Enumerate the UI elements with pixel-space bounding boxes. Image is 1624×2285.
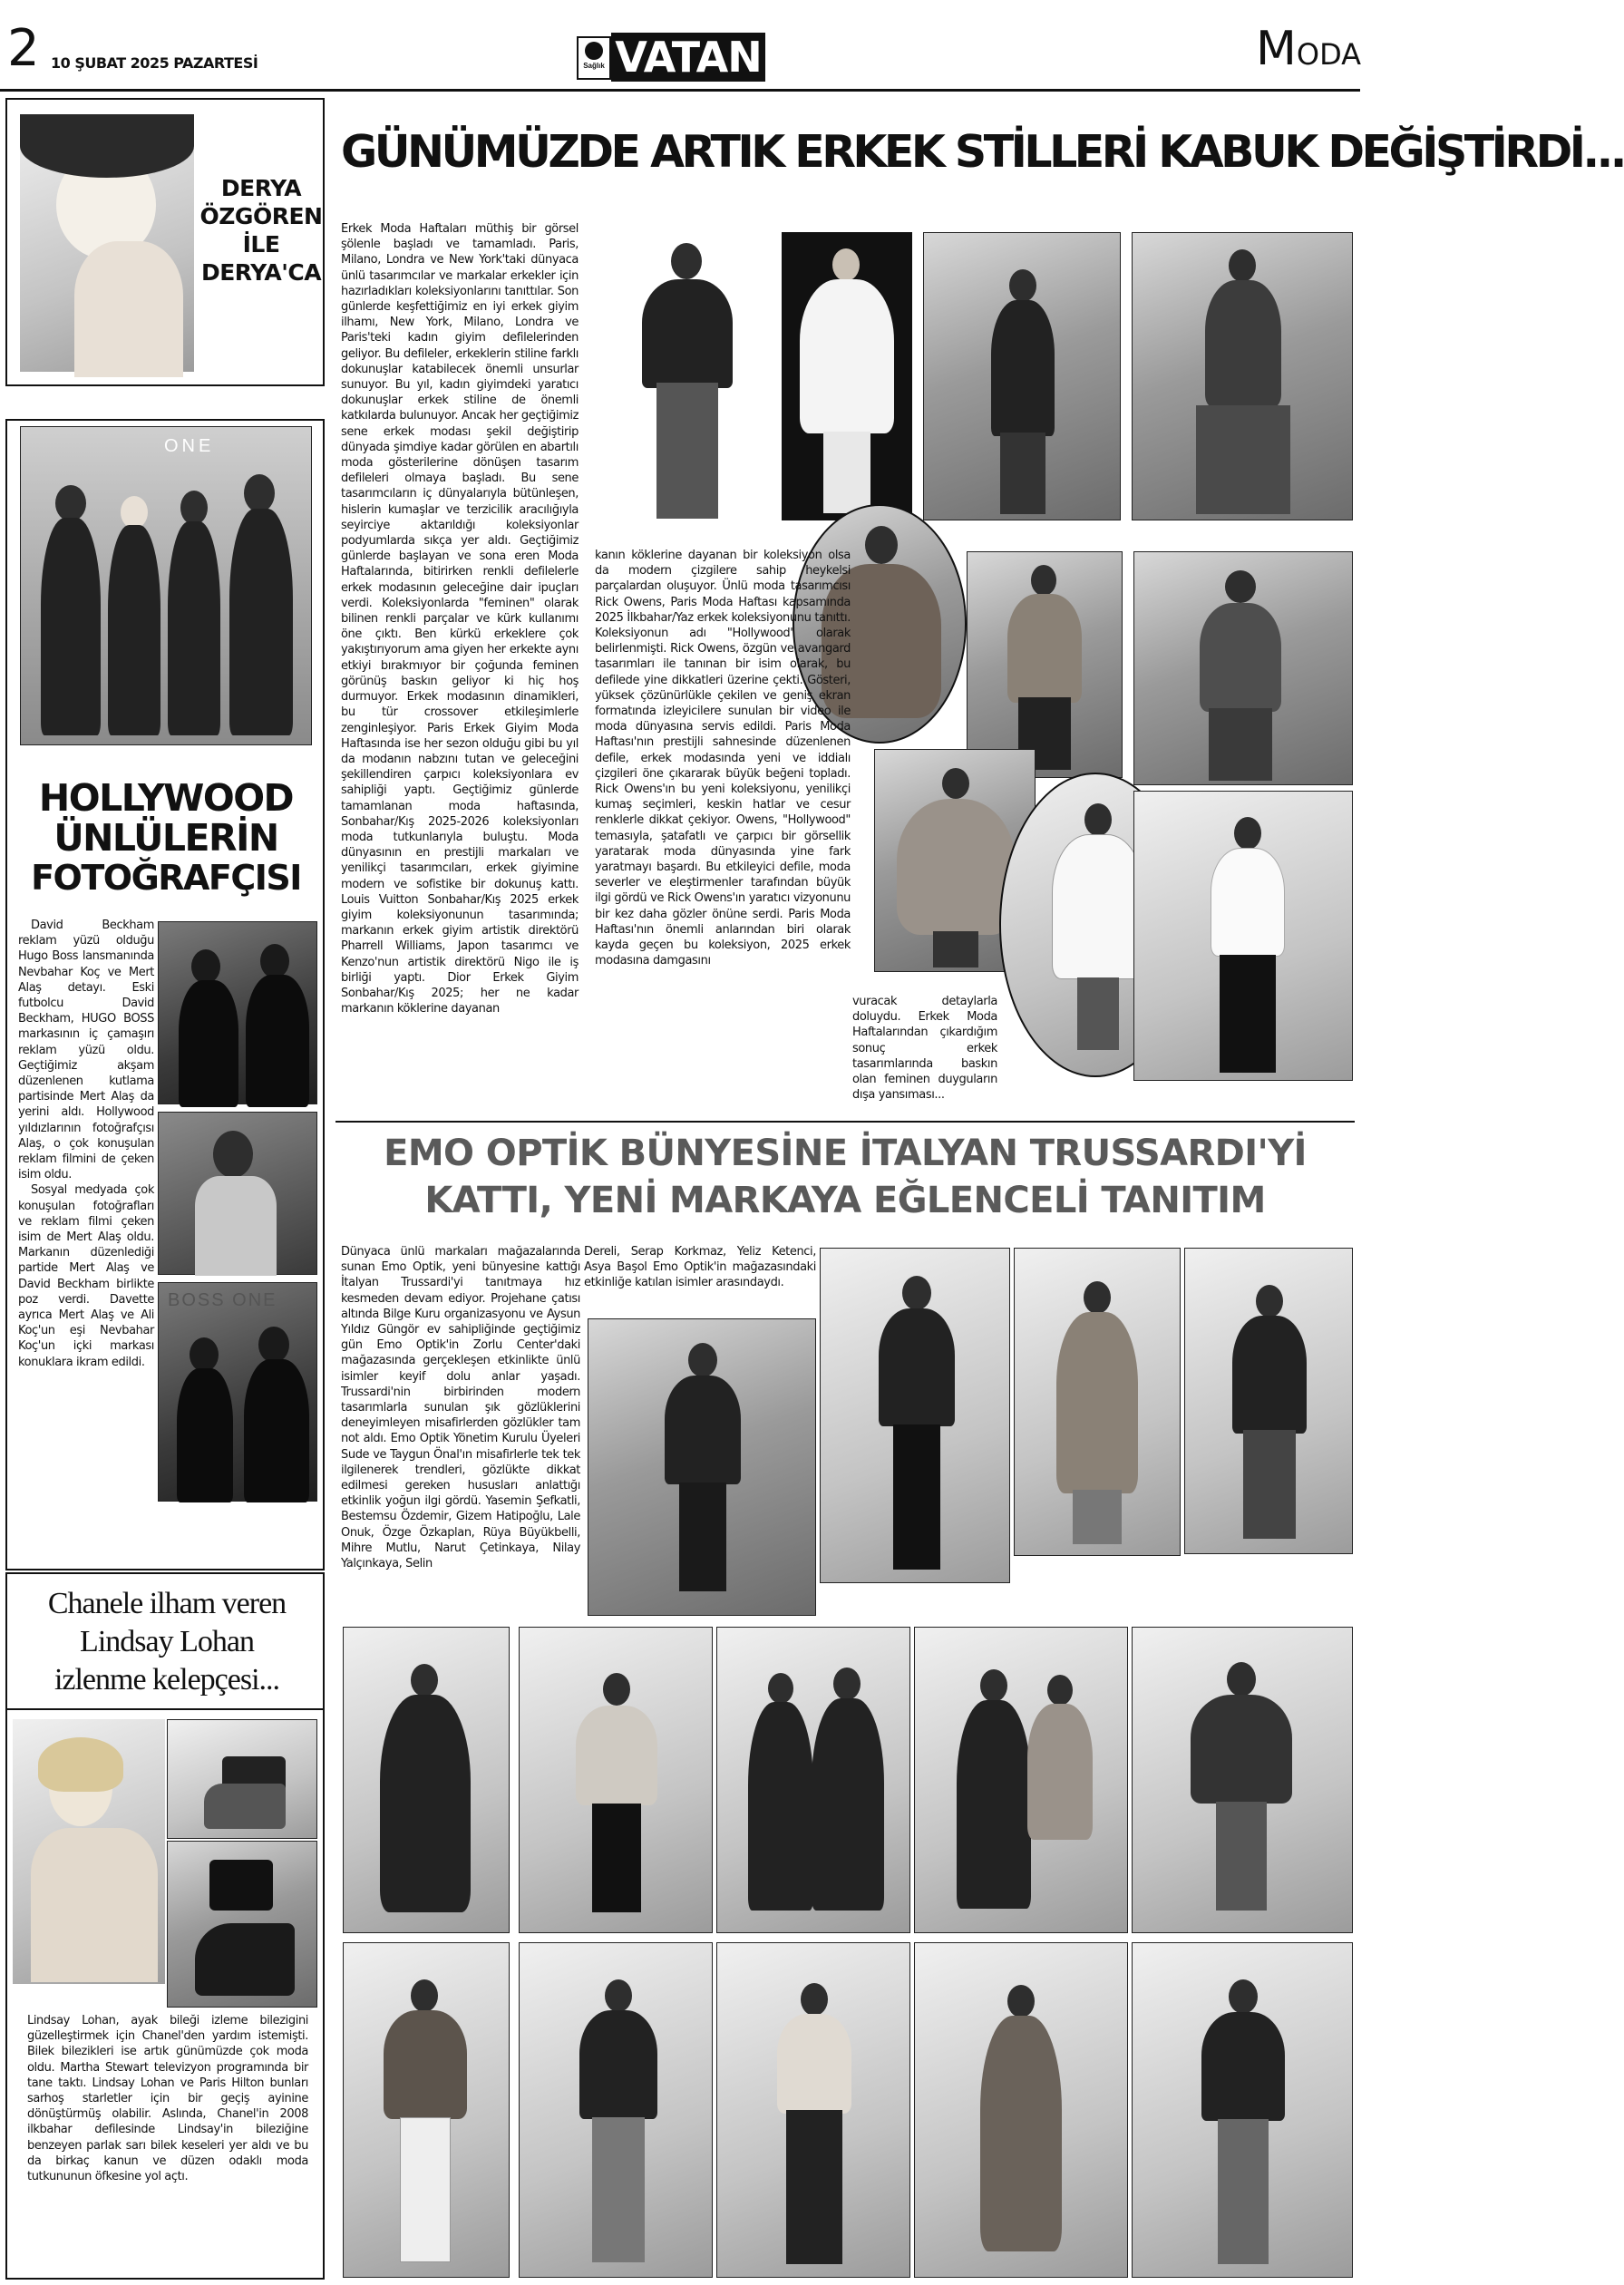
emo-photo-5 (343, 1627, 510, 1933)
emo-photo-4 (1184, 1248, 1353, 1554)
emo-photo-7 (716, 1627, 910, 1933)
chanel-headline-2: Lindsay Lohan (80, 1625, 254, 1658)
chanel-rule (7, 1708, 323, 1710)
columnist-line-4: DERYA'CA (200, 259, 322, 286)
columnist-name (199, 174, 323, 287)
page-header (0, 0, 1360, 91)
beckham-ad-photo (158, 1112, 317, 1275)
columnist-box (5, 98, 325, 386)
runway-photo-5 (967, 551, 1123, 778)
section-initial: M (1256, 22, 1297, 76)
emo-col2: Dereli, Serap Korkmaz, Yeliz Ketenci, Asya Başol Emo Optik'in mağazasındaki etkinliğe katılan isimler arasındaydı. (584, 1245, 816, 1290)
main-article-col3: vuracak detaylarla doluydu. Erkek Moda Haftalarından çıkardığım sonuç erkek tasarımlarında baskın olan feminen duyguların dışa yansıması... (852, 995, 997, 1103)
emo-photo-13 (914, 1942, 1128, 2278)
chanel-body: Lindsay Lohan, ayak bileği izleme bilezigini güzelleştirmek için Chanel'den yardım istemişti. Bilek bilezikleri ise artık günümüzde çok moda oldu. Martha Stewart televizyon programında bir tane taktı. Lindsay Lohan ve Paris Hilton bunları sarhoş starletler için bir geçiş ayinine dönüştürmüş olabilir. Aslında, Chanel'in 2008 ilkbahar defilesinde Lindsay'in bileziğine benzeyen parlak sarı bilek keseleri yer aldı ve bu da birkaç kanun ve düzen odaklı moda tutkununun öfkesine yol açtı. (27, 2014, 308, 2184)
runway-photo-6 (1133, 551, 1353, 785)
beckham-couple-photo (158, 1282, 317, 1502)
badge-icon (585, 42, 603, 60)
runway-photo-4 (1132, 232, 1353, 520)
main-article-col2: kanın köklerine dayanan bir koleksiyon olsa da modern çizgilere sahip heykelsi parçalardan oluşuyor. Ünlü moda tasarımcısı Rick Owens, Paris Moda Haftası kapsamında 2025 İlkbahar/Yaz erkek koleksiyonunu tanıttı. Koleksiyonun adı "Hollywood" olarak belirlenmişti. Rick Owens, özgün ve avangard tasarımları ile tanınan bir isim olarak, bu defilede yine dikkatleri üzerine çekti. Gösteri, yüksek çözünürlükle çekilen ve geniş ekran formatında izleyicilere sunulan bir video ile moda dünyasına servis edildi. Paris Moda Haftası'nın prestijli sahnesinde düzenlenen defile, erkek modasında yeni ve iddialı çizgileri öne çıkararak büyük beğeni topladı. Rick Owens'ın bu yeni koleksiyonu, yenilikçi kumaş seçimleri, keskin hatlar ve cesur renklerle dikkat çekiyor. Owens, "Hollywood" temasıyla, şatafatlı ve çarpıcı bir görsellik yaratarak moda dünyasında yine fark yaratmayı başardı. Bu etkileyici defile, moda severler ve eleştirmenler tarafından büyük ilgi gördü ve Rick Owens'ın yaratıcı vizyonunu bir kez daha gözler önüne serdi. Paris Moda Haftası'nın önemli anlarından biri olarak kayda geçen bu koleksiyon, 2025 erkek modasına damgasını (595, 549, 851, 968)
emo-headline (335, 1130, 1355, 1224)
emo-photo-9 (1132, 1627, 1353, 1933)
section-divider (335, 1121, 1355, 1123)
runway-photo-7 (1133, 791, 1353, 1081)
logo-badge (577, 36, 611, 80)
emo-photo-12 (716, 1942, 910, 2278)
badge-label: Sağlık (583, 62, 605, 70)
main-article-col1: Erkek Moda Haftaları müthiş bir görsel şölenle başladı ve tamamladı. Paris, Milano, Londra ve New York'taki dünyaca ünlü tasarımcılar ve markalar erkekler için hazırladıkları koleksiyonlarını tanıttılar. Son günlerde keşfettiğimiz en iyi erkek giyim ilhamı, New York, Milano, Londra ve Paris'teki kadın giyim defilelerinden geliyor. Bu defileler, erkeklerin stiline farklı dokunuşlar katabilecek önemli unsurlar sunuyor. Bu yıl, kadın giyimdeki yaratıcı dokunuşlar erkek stiline de önemli katkılarda bulunuyor. Ancak her geçtiğimiz sene erkek modası şekil değiştirip dünyada şimdiye kadar görülen en abartılı moda gösterilerine dönüşen tasarım defileleri olmaya başladı. Bu sene tasarımcıların iç dünyalarıyla bütünleşen, hislerin kumaşlar ve terzicilik aracılığıyla seyirciye aktarıldığı koleksiyonlar podyumlarda sıkça yer aldı. Geçtiğimiz günlerde başlayan ve sona eren Moda Haftalarında, bitirirken renkli defilelerle erkek modasının geleceğine dair ipuçları verdi. Koleksiyonlarda "feminen" olarak bilinen renkli parçalar ve kürk kullanımı öne çıktı. Ben kürkü erkeklere çok yakıştırıyorum ama giyen her erkekte aynı etkiyi bırakmıyor bir çoğunda feminen görünüş baskın geliyor ki hiç hoş durmuyor. Erkek modasının dinamikleri, bu tür crossover etkileşimlerle zenginleşiyor. Paris Erkek Giyim Moda Haftasında ise her sezon olduğu gibi bu yıl da modanın nabzını tutan ve geleceğini şekillendiren çarpıcı koleksiyonlara ev sahipliği yaptı. Geçtiğimiz günlerde tamamlanan moda haftasında, Sonbahar/Kış 2025-2026 koleksiyonları moda tutkunlarıyla buluştu. Moda dünyasının en prestijli markaları ve yenilikçi tasarımcıları, erkek giyimine modern ve sofistike bir dokunuş kattı. Louis Vuitton Sonbahar/Kış 2025 erkek giyim koleksiyonunun tasarımında; markanın erkek giyim artistik direktörü Pharrell Williams, Japon tasarımcı ve Kenzo'nun artistik direktörü Nigo ile iş birliği yaptı. Dior Erkek Giyim Sonbahar/Kış 2025; her ne kadar markanın köklerine dayanan (341, 222, 579, 1016)
section-label (1256, 22, 1362, 76)
header-rule (0, 89, 1360, 92)
columnist-line-2: ÖZGÖREN (199, 203, 323, 229)
emo-photo-10 (343, 1942, 510, 2278)
photo-sign: ONE (164, 436, 215, 456)
logo-wordmark: VATAN (611, 33, 765, 82)
hollywood-headline-1: HOLLYWOOD (38, 776, 294, 820)
runway-photo-2 (782, 232, 912, 520)
masthead-logo (577, 33, 767, 85)
hollywood-headline-3: FOTOĞRAFÇISI (31, 858, 301, 898)
columnist-line-1: DERYA (220, 175, 302, 201)
hollywood-body (18, 918, 154, 1567)
section-rest: ODA (1296, 37, 1362, 72)
hollywood-body-2: Sosyal medyada çok konuşulan fotoğrafları ve reklam filmi çeken isim de Mert Alaş oldu. Markanın düzenlediği partide Mert Alaş ve David Beckham birlikte poz verdi. Davette ayrıca Mert Alaş ve Ali Koç'un eşi Nevbahar Koç'un içki markası konuklara ikram edildi. (18, 1183, 154, 1369)
chanel-box (5, 1572, 325, 2280)
emo-photo-8 (914, 1627, 1128, 1933)
beckham-group-photo (20, 426, 312, 745)
issue-date: 10 ŞUBAT 2025 PAZARTESİ (51, 54, 258, 72)
emo-photo-14 (1132, 1942, 1353, 2278)
wall-text: BOSS ONE (168, 1290, 277, 1310)
main-headline: GÜNÜMÜZDE ARTIK ERKEK STİLLERİ KABUK DEĞİŞTİRDİ... (341, 126, 1624, 178)
emo-headline-2: KATTI, YENİ MARKAYA EĞLENCELİ TANITIM (424, 1180, 1266, 1221)
chanel-boot-photo (167, 1841, 317, 2008)
hollywood-box (5, 419, 325, 1570)
emo-photo-6 (519, 1627, 713, 1933)
emo-photo-1 (588, 1318, 816, 1616)
hollywood-headline (13, 778, 319, 898)
chanel-headline-1: Chanele ilham veren (47, 1587, 287, 1620)
beckham-alas-photo (158, 921, 317, 1104)
runway-photo-3 (923, 232, 1121, 520)
page-number: 2 (7, 19, 40, 78)
hollywood-body-1: David Beckham reklam yüzü olduğu Hugo Boss lansmanında Nevbahar Koç ve Mert Alaş detayı. Eski futbolcu David Beckham, HUGO BOSS markasının iç çamaşırı reklam yüzü oldu. Geçtiğimiz akşam düzenlenen kutlama partisinde Mert Alaş da yerini aldı. Hollywood yıldızlarının fotoğrafçısı Alaş, o çok konuşulan reklam filmini de çeken isim oldu. (18, 919, 154, 1182)
emo-photo-2 (820, 1248, 1010, 1583)
runway-photo-1 (597, 228, 778, 528)
hollywood-headline-2: ÜNLÜLERİN (53, 816, 278, 860)
columnist-line-3: İLE (242, 231, 280, 258)
chanel-headline-3: izlenme kelepçesi... (53, 1663, 280, 1697)
emo-photo-11 (519, 1942, 713, 2278)
emo-photo-3 (1014, 1248, 1181, 1556)
chanel-shoe-photo (167, 1719, 317, 1839)
columnist-photo (20, 114, 194, 372)
lohan-photo (13, 1719, 165, 1984)
emo-headline-1: EMO OPTİK BÜNYESİNE İTALYAN TRUSSARDI'Yİ (384, 1133, 1307, 1174)
chanel-headline (11, 1585, 323, 1699)
emo-col1: Dünyaca ünlü markaları mağazalarında sunan Emo Optik, yeni bünyesine kattığı İtalyan Trussardi'yi tanıtmaya hız kesmeden devam ediyor. Projehane çatısı altında Bilge Kuru organizasyonu ve Aysun Yıldız Güngör ev sahipliğinde geçtiğimiz gün Emo Optik'in Zorlu Center'daki mağazasında gerçekleşen etkinlikte ünlü isimler keyif dolu anlar yaşadı. Trussardi'nin birbirinden modern tasarımlarla sunulan şık gözlüklerini deneyimleyen misafirlerden gözlükler tam not aldı. Emo Optik Yönetim Kurulu Üyeleri Sude ve Taygun Önal'ın misafirlerle tek tek ilgilenerek trendleri, gözlükte dikkat edilmesi gereken hususları anlattığı etkinlik yoğun ilgi gördü. Yasemin Şefkatli, Bestemsu Özdemir, Gizem Hatipoğlu, Lale Onuk, Özge Özkaplan, Rüya Büyükbelli, Mihre Mutlu, Narut Çetinkaya, Nilay Yalçınkaya, Selin (341, 1245, 580, 1571)
